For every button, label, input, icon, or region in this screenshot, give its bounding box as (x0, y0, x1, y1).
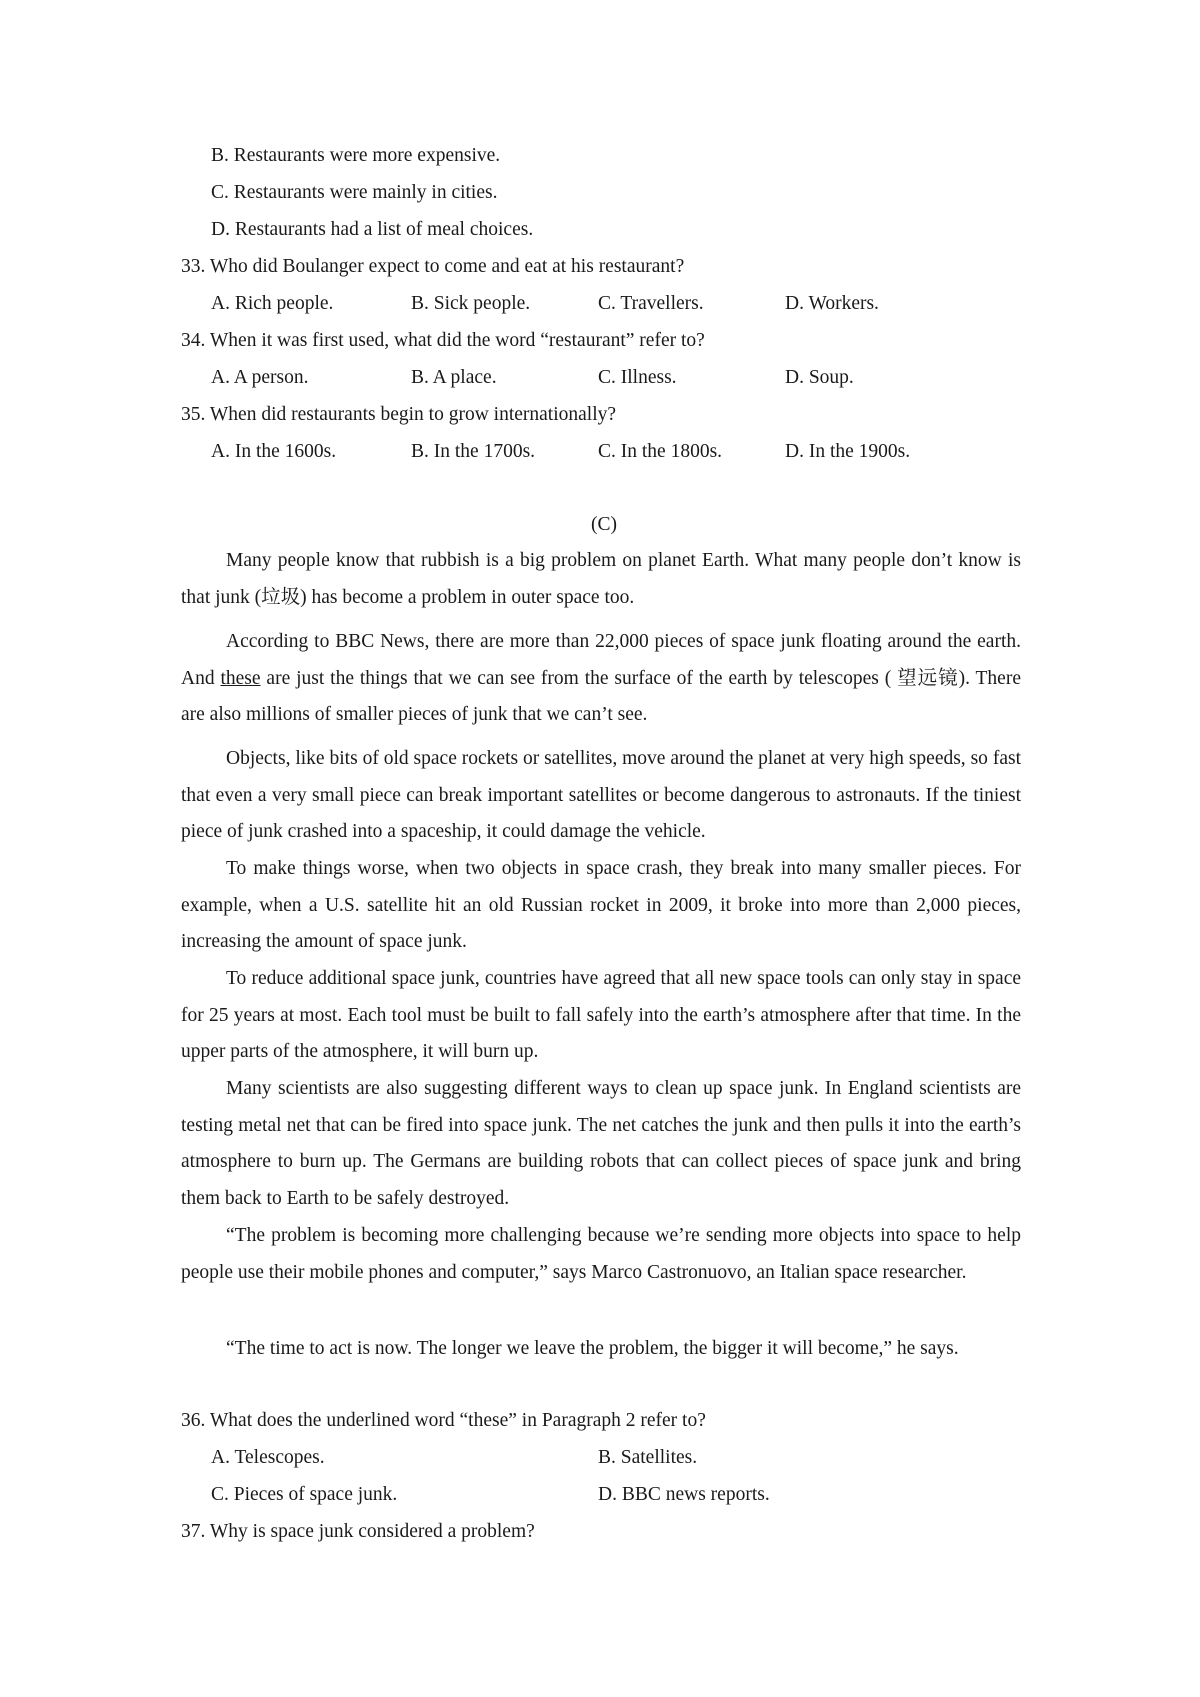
q35-question: 35. When did restaurants begin to grow internationally? (181, 404, 617, 425)
q35-option-c: C. In the 1800s. (598, 441, 723, 462)
q33-option-b: B. Sick people. (411, 293, 531, 314)
q33-question: 33. Who did Boulanger expect to come and eat at his restaurant? (181, 256, 685, 277)
passage-paragraph-5: To reduce additional space junk, countries have agreed that all new space tools can only stay in space for 25 years at most. Each tool must be built to fall safely into the earth’s atmosphere after that time. In the upper parts of the atmosphere, it will burn up. (181, 968, 1021, 1062)
q35-option-b: B. In the 1700s. (411, 441, 536, 462)
q36-option-d: D. BBC news reports. (598, 1484, 770, 1505)
passage-paragraph-2 (181, 624, 1021, 734)
passage-paragraph-6: Many scientists are also suggesting different ways to clean up space junk. In England scientists are testing metal net that can be fired into space junk. The net catches the junk and then pulls it into the earth’s atmosphere to burn up. The Germans are building robots that can collect pieces of space junk and bring them back to Earth to be safely destroyed. (181, 1078, 1021, 1209)
q34-question: 34. When it was first used, what did the word “restaurant” refer to? (181, 330, 705, 351)
q33-option-a: A. Rich people. (211, 293, 334, 314)
q34-option-d: D. Soup. (785, 367, 854, 388)
q36-option-c: C. Pieces of space junk. (211, 1484, 398, 1505)
q33-option-d: D. Workers. (785, 293, 879, 314)
passage-paragraph-2-end: are just the things that we can see from the surface of the earth by telescopes ( 望远镜). There are also millions of smaller pieces of junk that we can’t see. (181, 667, 1021, 725)
q32-option-b: B. Restaurants were more expensive. (211, 145, 501, 166)
q35-option-a: A. In the 1600s. (211, 441, 337, 462)
q37-question: 37. Why is space junk considered a problem? (181, 1521, 535, 1542)
underlined-word-these: these (220, 667, 261, 689)
section-label: (C) (591, 514, 617, 535)
passage-paragraph-1: Many people know that rubbish is a big problem on planet Earth. What many people don’t know is that junk (垃圾) has become a problem in outer space too. (181, 550, 1021, 608)
passage-paragraph-8: “The time to act is now. The longer we leave the problem, the bigger it will become,” he says. (226, 1338, 959, 1359)
passage-paragraph-4: To make things worse, when two objects in space crash, they break into many smaller pieces. For example, when a U.S. satellite hit an old Russian rocket in 2009, it broke into more than 2,000 pieces, increasing the amount of space junk. (181, 858, 1021, 952)
q34-option-c: C. Illness. (598, 367, 677, 388)
passage-paragraph-2-start: According to BBC News, there are more than 22,000 pieces of space junk floating around the earth. And (181, 631, 1021, 689)
passage-paragraph-3: Objects, like bits of old space rockets or satellites, move around the planet at very high speeds, so fast that even a very small piece can break important satellites or become dangerous to astronauts. If the tiniest piece of junk crashed into a spaceship, it could damage the vehicle. (181, 748, 1021, 842)
q36-question: 36. What does the underlined word “these” in Paragraph 2 refer to? (181, 1410, 706, 1431)
q33-option-c: C. Travellers. (598, 293, 704, 314)
q34-option-a: A. A person. (211, 367, 309, 388)
q36-option-b: B. Satellites. (598, 1447, 698, 1468)
q32-option-d: D. Restaurants had a list of meal choices. (211, 219, 534, 240)
passage-paragraph-7: “The problem is becoming more challenging because we’re sending more objects into space to help people use their mobile phones and computer,” says Marco Castronuovo, an Italian space researcher. (181, 1225, 1021, 1283)
q34-option-b: B. A place. (411, 367, 497, 388)
q35-option-d: D. In the 1900s. (785, 441, 911, 462)
q36-option-a: A. Telescopes. (211, 1447, 325, 1468)
q32-option-c: C. Restaurants were mainly in cities. (211, 182, 498, 203)
